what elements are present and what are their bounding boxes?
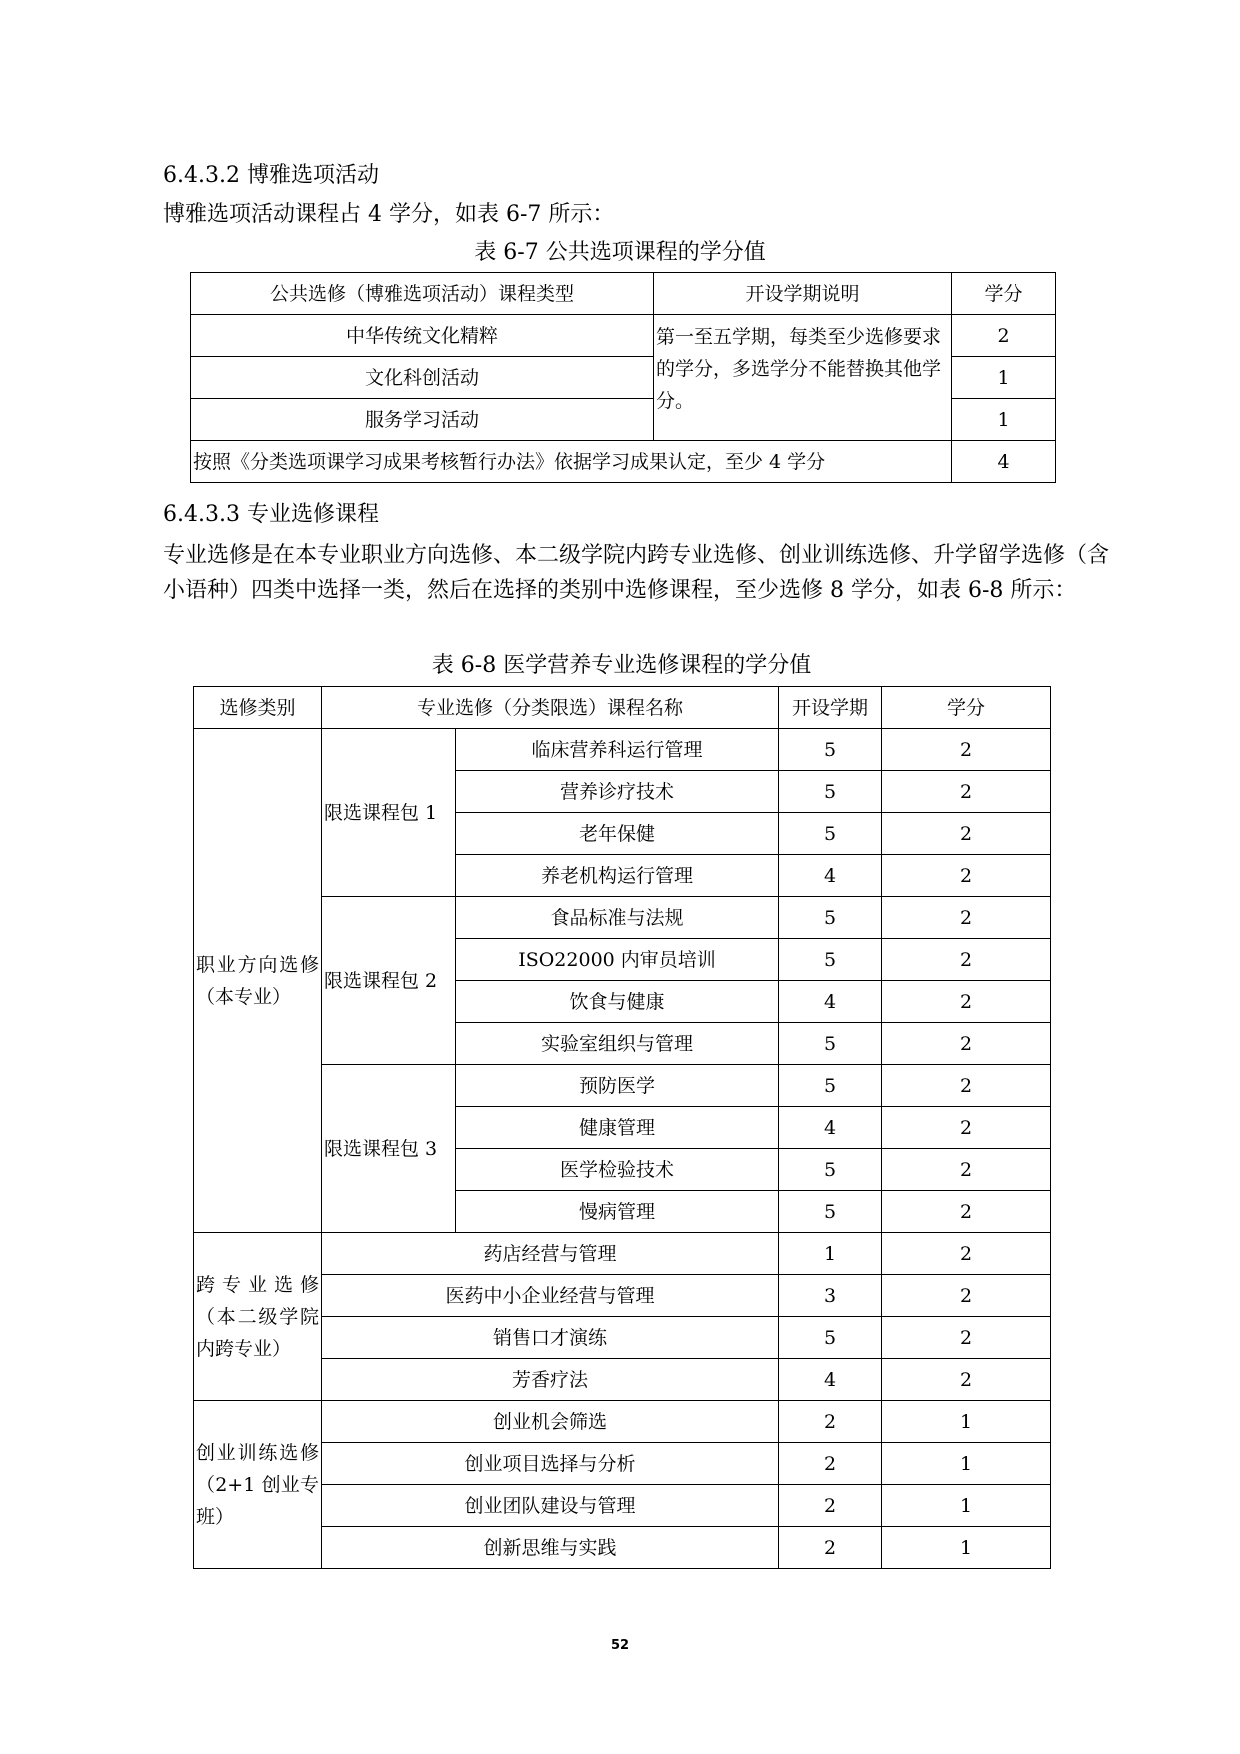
- table-header-row: [191, 273, 1056, 315]
- course-term: 5: [779, 813, 882, 855]
- course-term: 5: [779, 1065, 882, 1107]
- course-name: 健康管理: [456, 1107, 779, 1149]
- table-6-8: [193, 686, 1051, 1569]
- section-body-span: 专业选修是在本专业职业方向选修、本二级学院内跨专业选修、创业训练选修、升学留学选修（含小语种）四类中选择一类，然后在选择的类别中选修课程，至少选修 8 学分，如表 6-8 所示：: [163, 543, 1110, 603]
- course-credit: 2: [882, 981, 1051, 1023]
- course-credit: 2: [882, 1149, 1051, 1191]
- course-credit: 2: [882, 855, 1051, 897]
- header-term: 开设学期: [779, 687, 882, 729]
- table-row: [194, 897, 1051, 939]
- table-6-7-caption: 表 6-7 公共选项课程的学分值: [474, 240, 766, 265]
- course-credit: 2: [882, 939, 1051, 981]
- header-credit: 学分: [952, 273, 1056, 315]
- course-term: 4: [779, 855, 882, 897]
- course-term: 5: [779, 1317, 882, 1359]
- course-type: 文化科创活动: [191, 357, 654, 399]
- table-row: [194, 1317, 1051, 1359]
- course-name: 药店经营与管理: [322, 1233, 779, 1275]
- course-credit: 1: [882, 1485, 1051, 1527]
- table-row: [194, 1401, 1051, 1443]
- course-credit: 2: [882, 1275, 1051, 1317]
- table-row: [194, 729, 1051, 771]
- course-term: 3: [779, 1275, 882, 1317]
- page-number: 52: [610, 1638, 630, 1653]
- credit: 1: [952, 357, 1056, 399]
- course-credit: 1: [882, 1443, 1051, 1485]
- course-term: 2: [779, 1527, 882, 1569]
- section-body-text: [163, 538, 1130, 608]
- table-row: [194, 1443, 1051, 1485]
- course-term: 5: [779, 1149, 882, 1191]
- course-term: 2: [779, 1485, 882, 1527]
- course-name: 芳香疗法: [322, 1359, 779, 1401]
- course-name: 养老机构运行管理: [456, 855, 779, 897]
- course-name: 慢病管理: [456, 1191, 779, 1233]
- table-row: [194, 1527, 1051, 1569]
- course-type: 中华传统文化精粹: [191, 315, 654, 357]
- course-name: 销售口才演练: [322, 1317, 779, 1359]
- table-row: [191, 315, 1056, 357]
- table-row: [194, 1275, 1051, 1317]
- course-credit: 1: [882, 1527, 1051, 1569]
- course-name: 预防医学: [456, 1065, 779, 1107]
- course-name: 食品标准与法规: [456, 897, 779, 939]
- course-credit: 2: [882, 771, 1051, 813]
- course-name: 创新思维与实践: [322, 1527, 779, 1569]
- course-name: ISO22000 内审员培训: [456, 939, 779, 981]
- section-heading-6-4-3-2: 6.4.3.2 博雅选项活动: [163, 163, 379, 188]
- course-term: 2: [779, 1401, 882, 1443]
- course-name: 医药中小企业经营与管理: [322, 1275, 779, 1317]
- course-credit: 2: [882, 1233, 1051, 1275]
- table-footer-row: [191, 441, 1056, 483]
- category-career-direction: 职业方向选修（本专业）: [194, 729, 322, 1233]
- course-term: 4: [779, 1107, 882, 1149]
- course-credit: 1: [882, 1401, 1051, 1443]
- footer-note: 按照《分类选项课学习成果考核暂行办法》依据学习成果认定，至少 4 学分: [191, 441, 952, 483]
- course-term: 5: [779, 1023, 882, 1065]
- table-row: [194, 1359, 1051, 1401]
- course-name: 创业项目选择与分析: [322, 1443, 779, 1485]
- course-credit: 2: [882, 813, 1051, 855]
- course-name: 饮食与健康: [456, 981, 779, 1023]
- course-name: 营养诊疗技术: [456, 771, 779, 813]
- course-name: 医学检验技术: [456, 1149, 779, 1191]
- course-term: 5: [779, 897, 882, 939]
- category-cross-major: 跨专业选修（本二级学院内跨专业）: [194, 1233, 322, 1401]
- course-term: 1: [779, 1233, 882, 1275]
- header-category: 选修类别: [194, 687, 322, 729]
- table-row: [194, 1485, 1051, 1527]
- course-term: 4: [779, 981, 882, 1023]
- table-row: [194, 1065, 1051, 1107]
- footer-credit: 4: [952, 441, 1056, 483]
- credit: 2: [952, 315, 1056, 357]
- section-intro-text: 博雅选项活动课程占 4 学分，如表 6-7 所示：: [163, 202, 615, 227]
- course-term: 5: [779, 939, 882, 981]
- course-term: 2: [779, 1443, 882, 1485]
- course-name: 创业机会筛选: [322, 1401, 779, 1443]
- course-credit: 2: [882, 1107, 1051, 1149]
- category-entrepreneurship: 创业训练选修（2+1 创业专班）: [194, 1401, 322, 1569]
- course-credit: 2: [882, 1191, 1051, 1233]
- course-credit: 2: [882, 729, 1051, 771]
- course-name: 老年保健: [456, 813, 779, 855]
- course-credit: 2: [882, 1317, 1051, 1359]
- table-6-8-caption: 表 6-8 医学营养专业选修课程的学分值: [431, 653, 812, 678]
- course-term: 5: [779, 771, 882, 813]
- header-credit: 学分: [882, 687, 1051, 729]
- package-1-label: 限选课程包 1: [322, 729, 456, 897]
- table-6-7: [190, 272, 1056, 483]
- header-course-name: 专业选修（分类限选）课程名称: [322, 687, 779, 729]
- course-name: 实验室组织与管理: [456, 1023, 779, 1065]
- course-credit: 2: [882, 1359, 1051, 1401]
- header-course-type: 公共选修（博雅选项活动）课程类型: [191, 273, 654, 315]
- table-row: [194, 1233, 1051, 1275]
- table-header-row: [194, 687, 1051, 729]
- course-type: 服务学习活动: [191, 399, 654, 441]
- course-term: 5: [779, 729, 882, 771]
- course-term: 5: [779, 1191, 882, 1233]
- course-credit: 2: [882, 1065, 1051, 1107]
- term-description: 第一至五学期，每类至少选修要求的学分，多选学分不能替换其他学分。: [654, 315, 952, 441]
- section-heading-6-4-3-3: 6.4.3.3 专业选修课程: [163, 502, 379, 527]
- package-2-label: 限选课程包 2: [322, 897, 456, 1065]
- header-term-note: 开设学期说明: [654, 273, 952, 315]
- course-name: 创业团队建设与管理: [322, 1485, 779, 1527]
- credit: 1: [952, 399, 1056, 441]
- course-credit: 2: [882, 897, 1051, 939]
- course-name: 临床营养科运行管理: [456, 729, 779, 771]
- course-credit: 2: [882, 1023, 1051, 1065]
- package-3-label: 限选课程包 3: [322, 1065, 456, 1233]
- course-term: 4: [779, 1359, 882, 1401]
